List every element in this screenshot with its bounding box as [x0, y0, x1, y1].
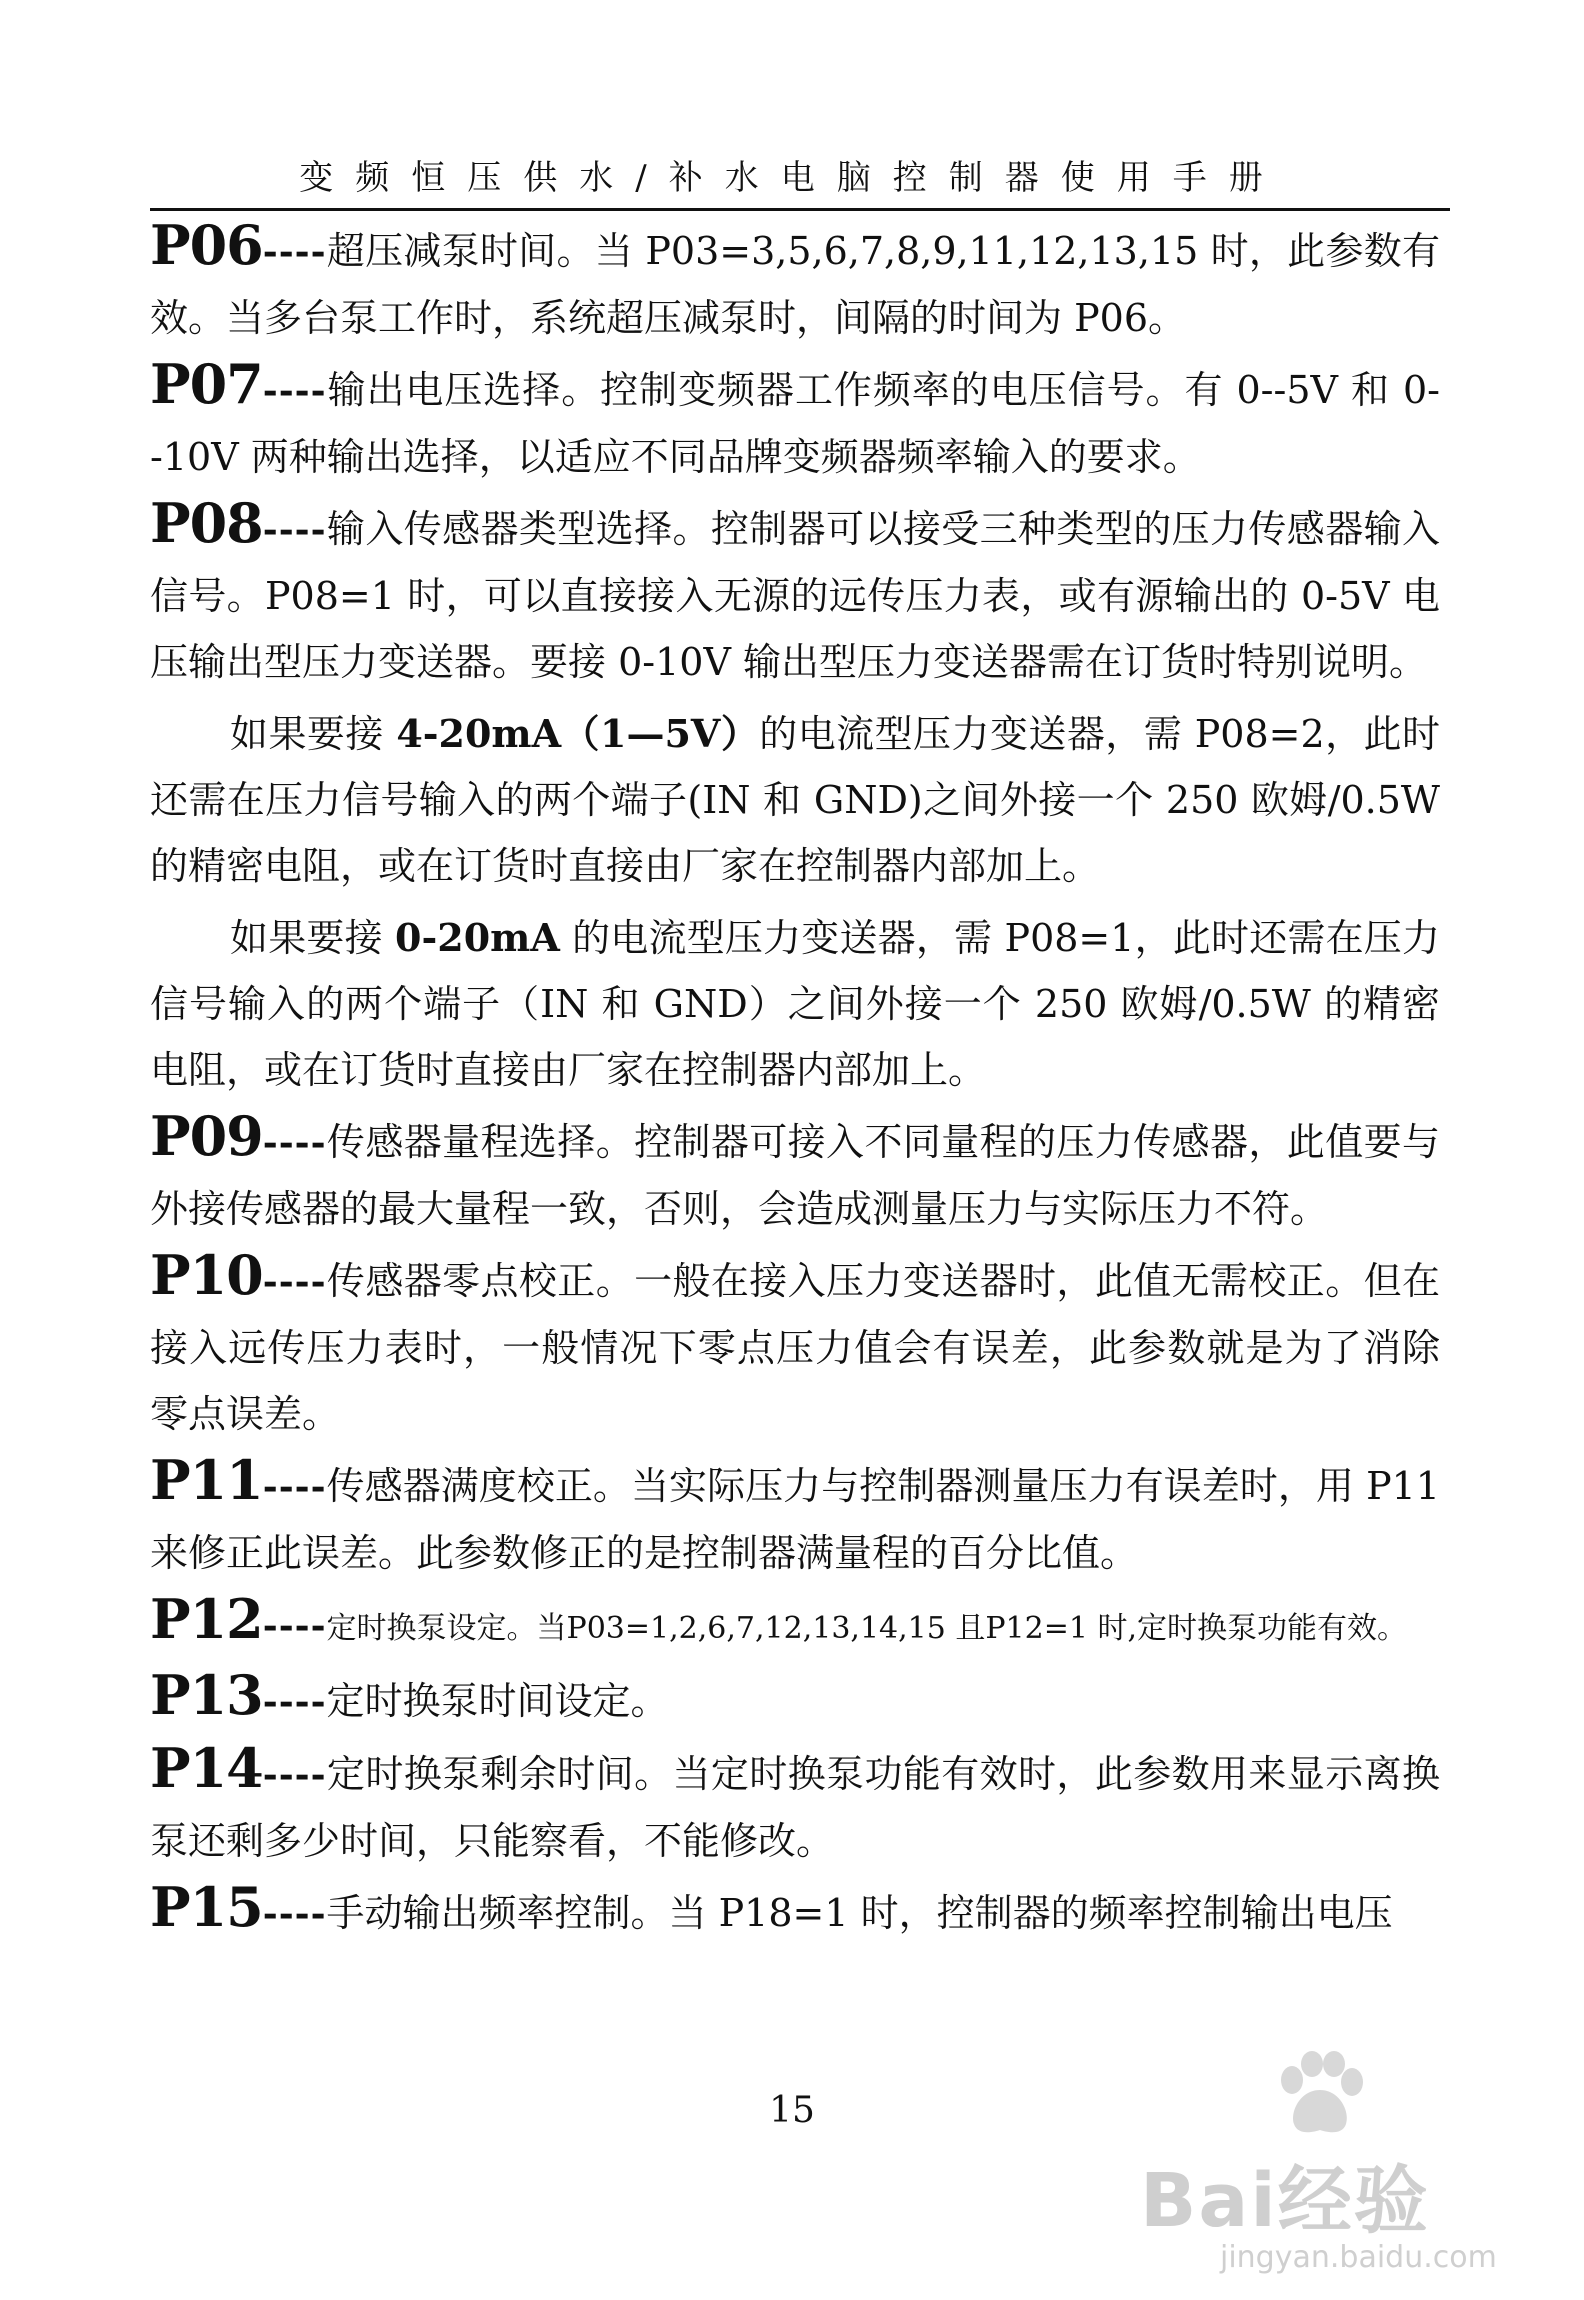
param-dash: ----	[262, 231, 327, 273]
param-code: P14	[150, 1736, 263, 1800]
note-text-post: 的电流型压力变送器，需 P08=1，此时还需在压力信号输入的两个端子（IN 和 GND）之间外接一个 250 欧姆/0.5W 的精密电阻，或在订货时直接由厂家在控制器内部加上。	[150, 916, 1440, 1092]
param-code: P07	[150, 352, 263, 416]
watermark-url: jingyan.baidu.com	[1220, 2240, 1497, 2275]
param-dash: ----	[262, 1893, 327, 1935]
param-p13	[150, 1662, 1440, 1735]
watermark-brand: Bai经验	[1140, 2158, 1430, 2244]
param-dash: ----	[262, 1466, 327, 1508]
param-text: 输出电压选择。控制变频器工作频率的电压信号。有 0--5V 和 0--10V 两种输出选择，以适应不同品牌变频器频率输入的要求。	[150, 368, 1440, 479]
param-code: P09	[150, 1104, 263, 1168]
param-code: P10	[150, 1243, 263, 1307]
param-p07	[150, 351, 1440, 490]
param-dash: ----	[262, 1681, 327, 1723]
page-content	[150, 212, 1440, 1947]
param-p08	[150, 490, 1440, 695]
param-p06	[150, 212, 1440, 351]
param-text: 传感器满度校正。当实际压力与控制器测量压力有误差时，用 P11 来修正此误差。此参数修正的是控制器满量程的百分比值。	[150, 1464, 1440, 1575]
header-rule	[150, 208, 1450, 211]
param-text: 输入传感器类型选择。控制器可以接受三种类型的压力传感器输入信号。P08=1 时，可以直接接入无源的远传压力表，或有源输出的 0-5V 电压输出型压力变送器。要接 0-10V 输出型压力变送器需在订货时特别说明。	[150, 507, 1440, 684]
param-text: 传感器量程选择。控制器可接入不同量程的压力传感器，此值要与外接传感器的最大量程一致，否则，会造成测量压力与实际压力不符。	[150, 1120, 1440, 1231]
param-dash: ----	[262, 1754, 327, 1796]
param-dash: ----	[262, 1605, 327, 1647]
param-dash: ----	[262, 1122, 327, 1164]
param-p11	[150, 1447, 1440, 1586]
note-text-pre: 如果要接	[230, 712, 397, 756]
p08-note-current-0-20	[150, 905, 1440, 1103]
page-number: 15	[769, 2090, 815, 2131]
param-code: P06	[150, 213, 263, 277]
note-text-bold: 4-20mA（1—5V）	[396, 711, 760, 756]
p08-note-current-4-20	[150, 701, 1440, 899]
param-code: P15	[150, 1875, 263, 1939]
page-header: 变频恒压供水/补水电脑控制器使用手册	[299, 158, 1285, 198]
param-code: P08	[150, 491, 263, 555]
param-text: 定时换泵时间设定。	[326, 1679, 669, 1723]
param-p14	[150, 1735, 1440, 1874]
param-dash: ----	[262, 509, 327, 551]
note-text-pre: 如果要接	[230, 916, 396, 960]
param-p15	[150, 1874, 1440, 1947]
baidu-watermark	[1130, 2050, 1550, 2275]
param-text: 定时换泵设定。当P03=1,2,6,7,12,13,14,15 且P12=1 时,定时换泵功能有效。	[326, 1611, 1408, 1646]
param-text: 定时换泵剩余时间。当定时换泵功能有效时，此参数用来显示离换泵还剩多少时间，只能察看，不能修改。	[150, 1752, 1440, 1863]
note-text-post: 的电流型压力变送器，需 P08=2，此时还需在压力信号输入的两个端子(IN 和 GND)之间外接一个 250 欧姆/0.5W 的精密电阻，或在订货时直接由厂家在控制器内部加上。	[150, 712, 1440, 888]
baidu-paw-icon	[1270, 2050, 1370, 2140]
param-dash: ----	[262, 1261, 327, 1303]
param-code: P11	[150, 1448, 263, 1512]
param-dash: ----	[262, 370, 327, 412]
param-p10	[150, 1242, 1440, 1447]
note-text-bold: 0-20mA	[395, 915, 560, 960]
param-text: 超压减泵时间。当 P03=3,5,6,7,8,9,11,12,13,15 时，此参数有效。当多台泵工作时，系统超压减泵时，间隔的时间为 P06。	[150, 229, 1440, 340]
param-p12	[150, 1586, 1440, 1662]
param-p09	[150, 1103, 1440, 1242]
param-code: P13	[150, 1663, 263, 1727]
param-code: P12	[150, 1587, 263, 1651]
param-text: 手动输出频率控制。当 P18=1 时，控制器的频率控制输出电压	[326, 1891, 1393, 1935]
param-text: 传感器零点校正。一般在接入压力变送器时，此值无需校正。但在接入远传压力表时，一般情况下零点压力值会有误差，此参数就是为了消除零点误差。	[150, 1259, 1440, 1436]
